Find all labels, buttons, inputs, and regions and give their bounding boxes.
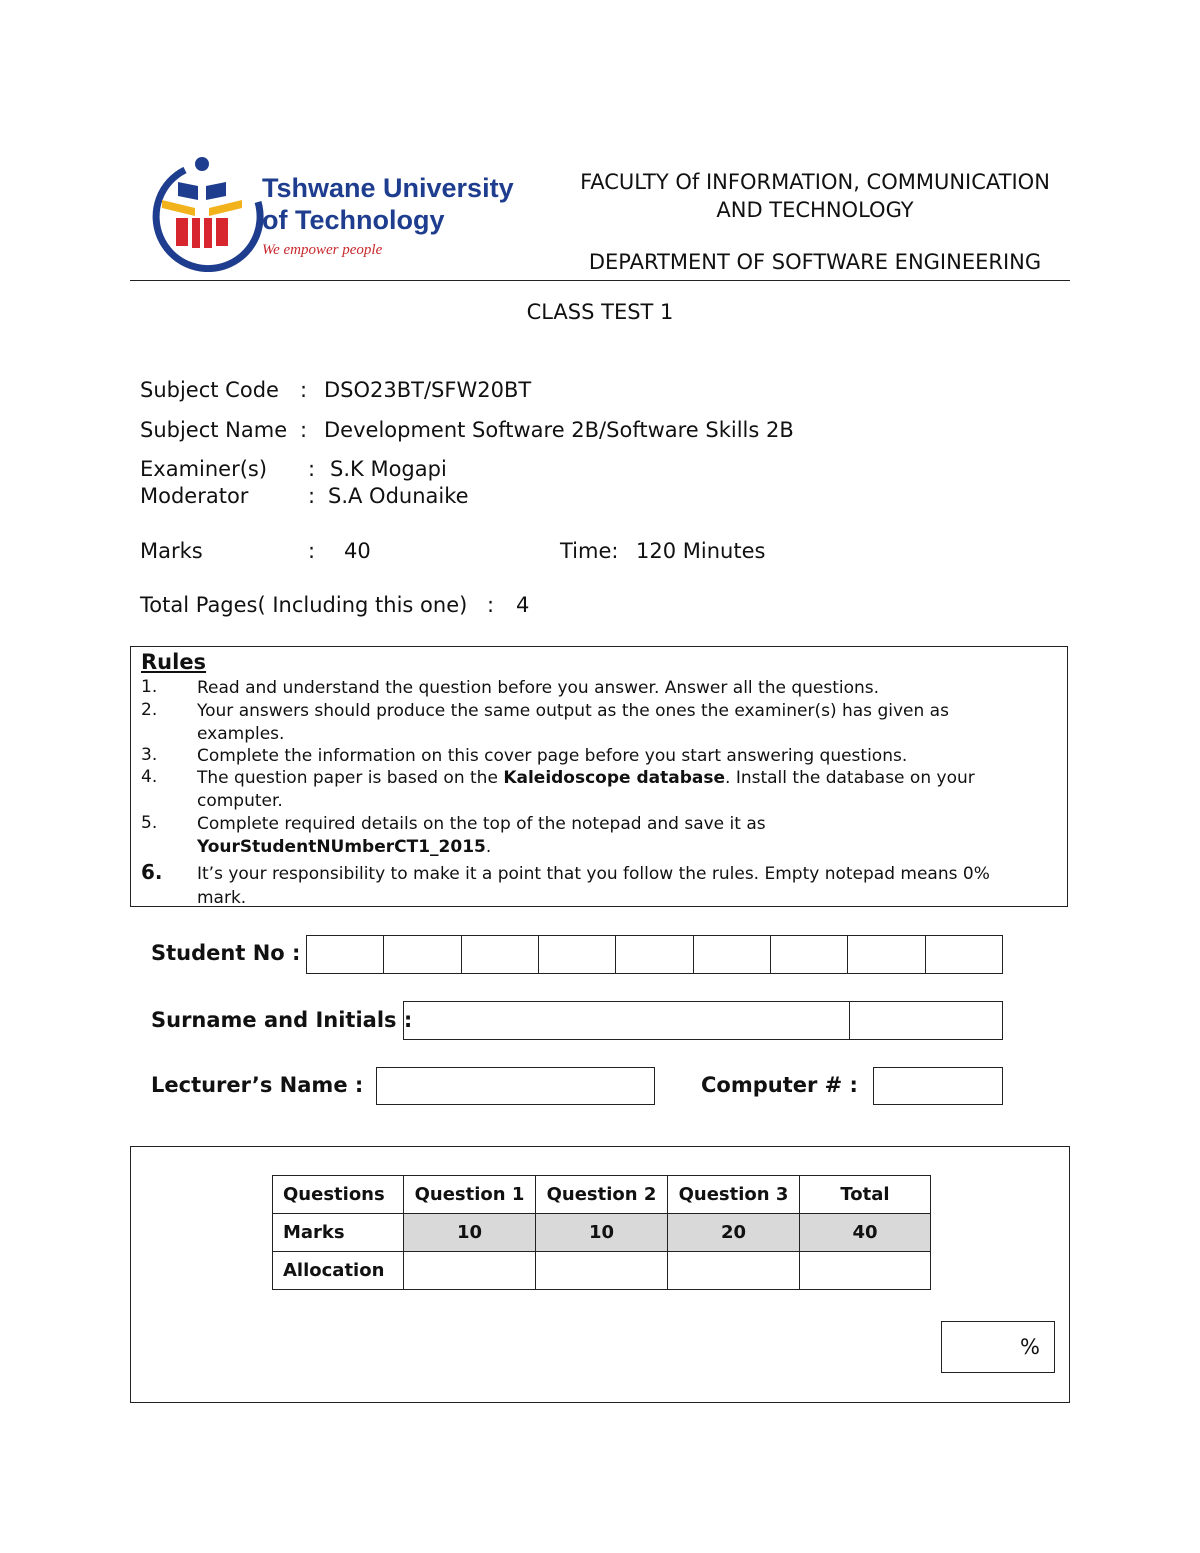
header-divider xyxy=(130,280,1070,281)
student-no-digit-box[interactable] xyxy=(771,936,848,973)
table-row-label: Allocation xyxy=(273,1252,404,1290)
student-no-digit-box[interactable] xyxy=(694,936,771,973)
examiner-value: S.K Mogapi xyxy=(330,457,447,481)
table-row xyxy=(273,1176,931,1214)
time-value: 120 Minutes xyxy=(636,539,766,563)
surname-field[interactable] xyxy=(403,1001,1003,1040)
student-no-digit-box[interactable] xyxy=(848,936,925,973)
subject-code-label: Subject Code xyxy=(140,378,279,402)
subject-name-value: Development Software 2B/Software Skills 2B xyxy=(324,418,794,442)
allocation-cell[interactable] xyxy=(800,1252,931,1290)
table-header-cell: Total xyxy=(800,1176,931,1214)
student-no-digit-box[interactable] xyxy=(539,936,616,973)
table-row xyxy=(273,1252,931,1290)
rule-text: Complete the information on this cover page before you start answering questions. xyxy=(197,746,908,766)
table-cell: 20 xyxy=(668,1214,800,1252)
department-name: DEPARTMENT OF SOFTWARE ENGINEERING xyxy=(588,250,1042,274)
table-header-cell: Question 1 xyxy=(404,1176,536,1214)
subject-name-colon: : xyxy=(300,418,308,442)
faculty-name: FACULTY Of INFORMATION, COMMUNICATION AND TECHNOLOGY xyxy=(580,170,1050,222)
marks-table xyxy=(272,1175,931,1290)
subject-code-value: DSO23BT/SFW20BT xyxy=(324,378,532,402)
computer-number-box[interactable] xyxy=(873,1067,1003,1105)
rule-number: 5. xyxy=(141,813,158,833)
table-header-cell: Question 3 xyxy=(668,1176,800,1214)
total-pages-colon: : xyxy=(487,593,495,617)
marks-label: Marks xyxy=(140,539,203,563)
total-pages-value: 4 xyxy=(516,593,530,617)
table-cell: 40 xyxy=(800,1214,931,1252)
lecturer-name-label: Lecturer’s Name : xyxy=(151,1073,364,1097)
student-no-digit-box[interactable] xyxy=(926,936,1002,973)
surname-box[interactable] xyxy=(404,1002,850,1039)
student-no-digit-box[interactable] xyxy=(616,936,693,973)
subject-code-colon: : xyxy=(300,378,308,402)
initials-box[interactable] xyxy=(850,1002,1002,1039)
marks-value: 40 xyxy=(344,539,371,563)
allocation-cell[interactable] xyxy=(536,1252,668,1290)
rule-text: The question paper is based on the Kaleidoscope database. Install the database on your computer. xyxy=(197,768,975,811)
rule-text: Complete required details on the top of the notepad and save it as YourStudentNUmberCT1_2015. xyxy=(197,814,766,857)
rule-number: 6. xyxy=(141,860,163,884)
allocation-cell[interactable] xyxy=(404,1252,536,1290)
rule-number: 3. xyxy=(141,745,158,765)
table-cell: 10 xyxy=(536,1214,668,1252)
rule-text: It’s your responsibility to make it a point that you follow the rules. Empty notepad means 0% mark. xyxy=(197,864,990,908)
rule-bold-text: YourStudentNUmberCT1_2015 xyxy=(197,836,486,857)
allocation-cell[interactable] xyxy=(668,1252,800,1290)
student-no-digit-box[interactable] xyxy=(384,936,461,973)
computer-number-label: Computer # : xyxy=(701,1073,858,1097)
time-label: Time: xyxy=(560,539,619,563)
rule-number: 4. xyxy=(141,767,158,787)
rule-bold-text: Kaleidoscope database xyxy=(503,768,726,788)
student-no-label: Student No : xyxy=(151,941,301,965)
student-no-digit-box[interactable] xyxy=(307,936,384,973)
student-no-boxes[interactable] xyxy=(306,935,1003,974)
percentage-box[interactable]: % xyxy=(941,1321,1055,1373)
rule-text: Your answers should produce the same output as the ones the examiner(s) has given as examples. xyxy=(197,701,949,744)
university-name: Tshwane University of Technology xyxy=(262,173,514,235)
moderator-colon: : xyxy=(308,484,316,508)
table-header-cell: Questions xyxy=(273,1176,404,1214)
page-title: CLASS TEST 1 xyxy=(526,300,674,324)
table-cell: 10 xyxy=(404,1214,536,1252)
university-tagline: We empower people xyxy=(262,242,383,258)
rule-number: 1. xyxy=(141,677,158,697)
moderator-value: S.A Odunaike xyxy=(328,484,469,508)
surname-label: Surname and Initials : xyxy=(151,1008,413,1032)
total-pages-label: Total Pages( Including this one) xyxy=(140,593,468,617)
student-no-digit-box[interactable] xyxy=(462,936,539,973)
marks-colon: : xyxy=(308,539,316,563)
rules-title: Rules xyxy=(141,650,207,674)
examiner-colon: : xyxy=(308,457,316,481)
moderator-label: Moderator xyxy=(140,484,249,508)
rule-text: Read and understand the question before you answer. Answer all the questions. xyxy=(197,678,880,698)
university-logo xyxy=(140,150,525,272)
table-row-label: Marks xyxy=(273,1214,404,1252)
subject-name-label: Subject Name xyxy=(140,418,288,442)
rule-number: 2. xyxy=(141,700,158,720)
table-header-cell: Question 2 xyxy=(536,1176,668,1214)
table-row xyxy=(273,1214,931,1252)
lecturer-name-box[interactable] xyxy=(376,1067,655,1105)
examiner-label: Examiner(s) xyxy=(140,457,268,481)
